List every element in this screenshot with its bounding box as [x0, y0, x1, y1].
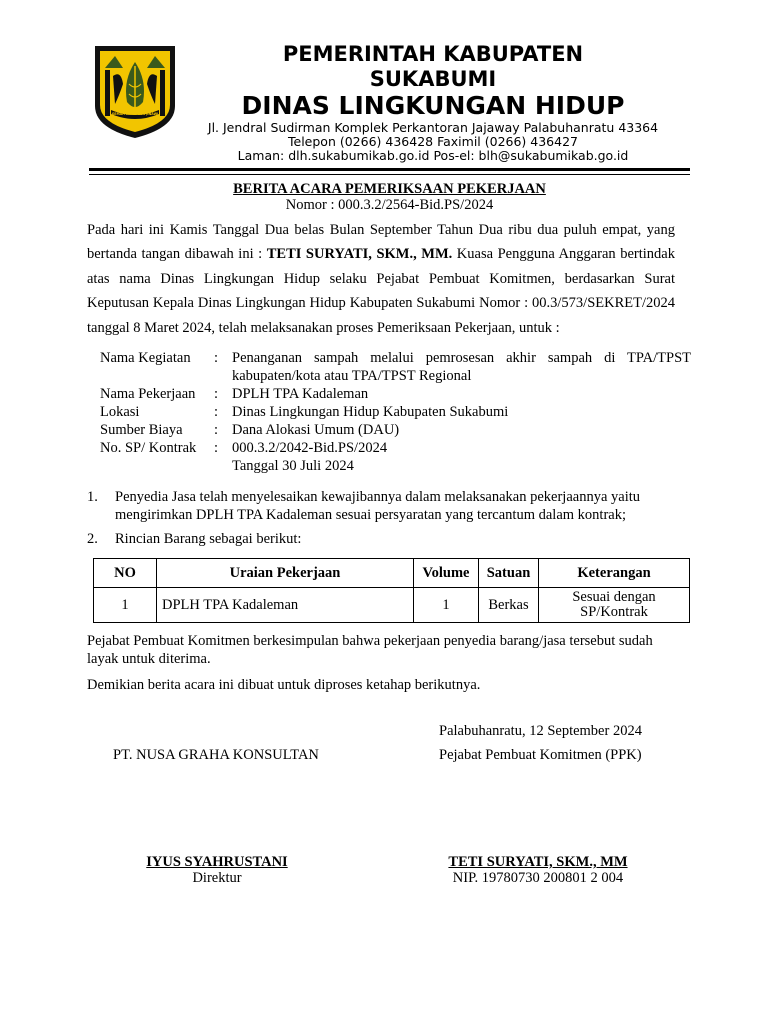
department-name: DINAS LINGKUNGAN HIDUP	[241, 91, 625, 120]
detail-value: DPLH TPA Kadaleman	[232, 386, 369, 402]
detail-colon: :	[214, 404, 219, 420]
regency-emblem-icon	[93, 44, 177, 140]
table-cell-no: 1	[94, 588, 157, 623]
ppk-role: Pejabat Pembuat Komitmen (PPK)	[439, 747, 642, 763]
contractor-signatory-title: Direktur	[192, 870, 242, 886]
logo-motto: GEMAH RIPAH LOH JINAWI	[111, 112, 159, 116]
table-header-cell: Keterangan	[539, 559, 690, 588]
table-header-row	[94, 559, 690, 588]
items-table	[93, 558, 690, 623]
table-cell-remarks: Sesuai dengan SP/Kontrak	[539, 588, 690, 623]
table-header-cell: NO	[94, 559, 157, 588]
table-row	[94, 588, 690, 623]
list-number: 1.	[87, 489, 98, 505]
detail-value: Dinas Lingkungan Hidup Kabupaten Sukabumi	[232, 404, 509, 420]
intro-text-a: Pada hari ini Kamis Tanggal Dua belas Bulan September Tahun Dua ribu dua puluh empat, yang bertanda tangan dibawah ini :	[87, 222, 675, 263]
intro-text-b: Kuasa Pengguna Anggaran bertindak atas nama Dinas Lingkungan Hidup selaku Pejabat Pembuat Komitmen, berdasarkan Surat Keputusan Kepala Dinas Lingkungan Hidup Kabupaten Sukabumi Nomor : 00.3/573/SEKRET/2024 tanggal 8 Maret 2024, telah melaksanakan proses Pemeriksaan Pekerjaan, untuk :	[87, 246, 675, 336]
office-web: Laman: dlh.sukabumikab.go.id Pos-el: blh@sukabumikab.go.id	[237, 148, 629, 163]
org-name-line1: PEMERINTAH KABUPATEN	[282, 42, 584, 66]
regency-logo	[93, 44, 177, 140]
detail-label: Nama Pekerjaan	[100, 386, 196, 402]
ppk-signatory-nip: NIP. 19780730 200801 2 004	[452, 870, 624, 886]
office-phone: Telepon (0266) 436428 Faximil (0266) 436427	[288, 134, 578, 149]
intro-paragraph	[87, 218, 675, 340]
detail-colon: :	[214, 350, 219, 366]
list-item-text: Rincian Barang sebagai berikut:	[115, 531, 302, 547]
header-rule-thick	[89, 168, 690, 171]
contractor-name: PT. NUSA GRAHA KONSULTAN	[113, 747, 319, 763]
closing-paragraph: Pejabat Pembuat Komitmen berkesimpulan bahwa pekerjaan penyedia barang/jasa tersebut sudah layak untuk diterima.	[87, 633, 653, 667]
detail-value: Penanganan sampah melalui pemrosesan akhir sampah di TPA/TPST kabupaten/kota atau TPA/TPST Regional	[232, 350, 691, 384]
intro-official-name: TETI SURYATI, SKM., MM.	[266, 246, 453, 263]
list-item-text: Penyedia Jasa telah menyelesaikan kewajibannya dalam melaksanakan pekerjaannya yaitu mengirimkan DPLH TPA Kadaleman sesuai persyaratan yang tercantum dalam kontrak;	[115, 489, 641, 523]
table-header-cell: Volume	[414, 559, 479, 588]
table-cell-unit: Berkas	[479, 588, 539, 623]
detail-label: Nama Kegiatan	[100, 350, 191, 366]
closing-statement: Demikian berita acara ini dibuat untuk diproses ketahap berikutnya.	[87, 677, 481, 693]
detail-label: No. SP/ Kontrak	[100, 440, 197, 456]
table-header-cell: Uraian Pekerjaan	[157, 559, 414, 588]
table-cell-volume: 1	[414, 588, 479, 623]
ppk-signatory-name: TETI SURYATI, SKM., MM	[448, 854, 628, 870]
detail-colon: :	[214, 440, 219, 456]
detail-label: Sumber Biaya	[100, 422, 183, 438]
detail-value: Dana Alokasi Umum (DAU)	[232, 422, 400, 438]
document-number: Nomor : 000.3.2/2564-Bid.PS/2024	[285, 197, 494, 213]
header-rule-thin	[89, 174, 690, 175]
detail-label: Lokasi	[100, 404, 140, 420]
contractor-signatory-name: IYUS SYAHRUSTANI	[146, 854, 288, 870]
detail-colon: :	[214, 422, 219, 438]
detail-value: 000.3.2/2042-Bid.PS/2024	[232, 440, 388, 456]
place-date: Palabuhanratu, 12 September 2024	[439, 723, 642, 739]
detail-colon: :	[214, 386, 219, 402]
org-name-line2: SUKABUMI	[369, 67, 497, 91]
detail-value: Tanggal 30 Juli 2024	[232, 458, 354, 474]
list-number: 2.	[87, 531, 98, 547]
document-title: BERITA ACARA PEMERIKSAAN PEKERJAAN	[233, 181, 546, 197]
table-cell-description: DPLH TPA Kadaleman	[157, 588, 414, 623]
table-header-cell: Satuan	[479, 559, 539, 588]
office-address: Jl. Jendral Sudirman Komplek Perkantoran Jajaway Palabuhanratu 43364	[207, 120, 659, 135]
